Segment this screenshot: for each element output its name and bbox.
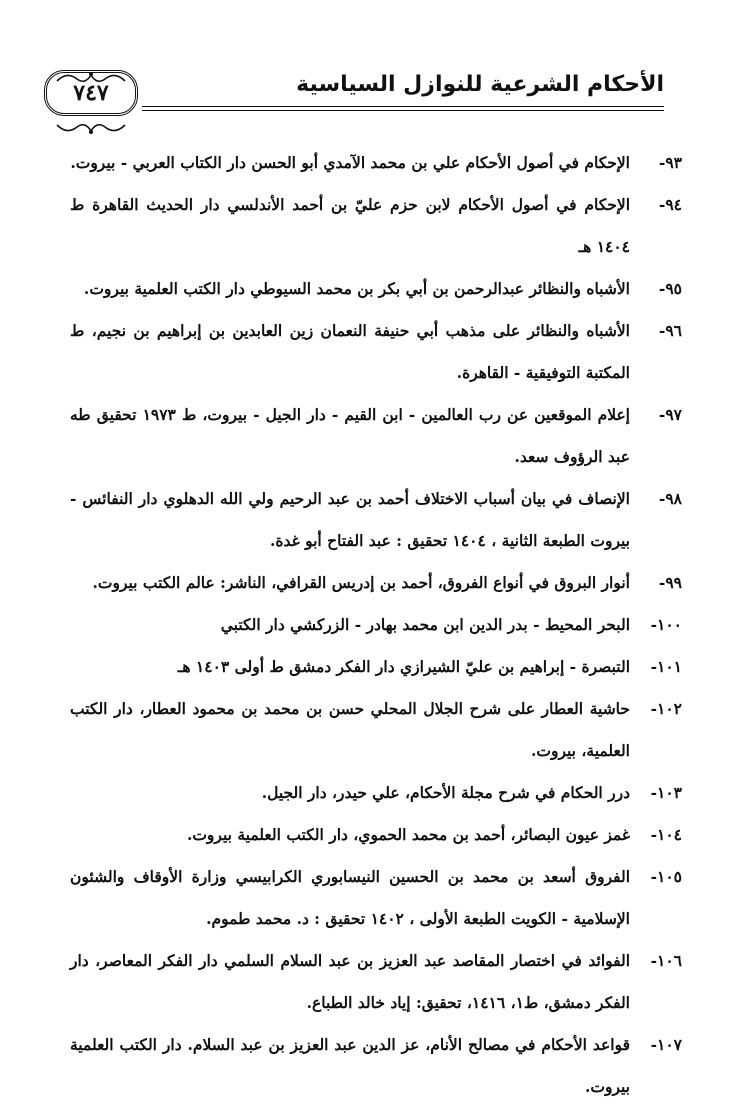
reference-item [70, 646, 682, 688]
reference-number: ٩٣- [658, 153, 682, 172]
reference-text: التبصرة - إبراهيم بن عليّ الشيرازي دار الفكر دمشق ط أولى ١٤٠٣ هـ [177, 657, 630, 676]
reference-text: درر الحكام في شرح مجلة الأحكام، علي حيدر، دار الجيل. [261, 783, 630, 802]
reference-text: حاشية العطار على شرح الجلال المحلي حسن بن محمد بن محمود العطار، دار الكتب العلمية، بيروت. [70, 699, 630, 760]
reference-number: ٩٨- [658, 489, 682, 508]
reference-number: ١٠٤- [650, 825, 682, 844]
reference-text: الإحكام في أصول الأحكام علي بن محمد الآمدي أبو الحسن دار الكتاب العربي - بيروت. [70, 153, 630, 172]
reference-item [70, 394, 682, 478]
reference-text: الإنصاف في بيان أسباب الاختلاف أحمد بن عبد الرحيم ولي الله الدهلوي دار النفائس - بيروت الطبعة الثانية ، ١٤٠٤ تحقيق : عبد الفتاح أبو غدة. [70, 489, 630, 550]
reference-item [70, 142, 682, 184]
reference-text: إعلام الموقعين عن رب العالمين - ابن القيم - دار الجيل - بيروت، ط ١٩٧٣ تحقيق طه عبد الرؤوف سعد. [70, 405, 630, 466]
reference-item [70, 688, 682, 772]
reference-list [70, 142, 682, 1108]
reference-item [70, 268, 682, 310]
page-number: ٧٤٧ [73, 80, 109, 106]
reference-item [70, 310, 682, 394]
reference-text: أنوار البروق في أنواع الفروق، أحمد بن إدريس القرافي، الناشر: عالم الكتب بيروت. [92, 573, 630, 592]
reference-number: ١٠٣- [650, 783, 682, 802]
reference-text: الأشباه والنظائر عبدالرحمن بن أبي بكر بن محمد السيوطي دار الكتب العلمية بيروت. [83, 279, 630, 298]
reference-number: ١٠٢- [650, 699, 682, 718]
reference-item [70, 562, 682, 604]
reference-text: البحر المحيط - بدر الدين ابن محمد بهادر - الزركشي دار الكتبي [220, 615, 630, 634]
reference-text: قواعد الأحكام في مصالح الأنام، عز الدين عبد العزيز بن عبد السلام. دار الكتب العلمية بيروت. [70, 1035, 630, 1096]
reference-number: ١٠٥- [650, 867, 682, 886]
reference-text: الفوائد في اختصار المقاصد عبد العزيز بن عبد السلام السلمي دار الفكر المعاصر، دار الفكر دمشق، ط١، ١٤١٦، تحقيق: إياد خالد الطباع. [70, 951, 630, 1012]
ornament-bottom-icon [55, 121, 127, 137]
reference-number: ١٠٠- [650, 615, 682, 634]
reference-item [70, 856, 682, 940]
reference-text: الفروق أسعد بن محمد بن الحسين النيسابوري الكرابيسي وزارة الأوقاف والشئون الإسلامية - الكويت الطبعة الأولى ، ١٤٠٢ تحقيق : د. محمد طموم. [70, 867, 630, 928]
header-rule-secondary [142, 110, 664, 111]
running-title: الأحكام الشرعية للنوازل السياسية [296, 72, 664, 97]
reference-number: ٩٧- [658, 405, 682, 424]
reference-text: الإحكام في أصول الأحكام لابن حزم عليّ بن أحمد الأندلسي دار الحديث القاهرة ط ١٤٠٤ هـ [70, 195, 630, 256]
reference-item [70, 1024, 682, 1108]
reference-item [70, 772, 682, 814]
reference-number: ٩٩- [658, 573, 682, 592]
page-header [44, 60, 664, 120]
reference-text: غمز عيون البصائر، أحمد بن محمد الحموي، دار الكتب العلمية بيروت. [186, 825, 630, 844]
reference-item [70, 940, 682, 1024]
reference-number: ١٠٧- [650, 1035, 682, 1054]
header-rule [142, 106, 664, 107]
page-number-badge [44, 70, 138, 116]
reference-number: ١٠١- [650, 657, 682, 676]
reference-item [70, 184, 682, 268]
ornament-top-icon [55, 69, 127, 85]
reference-item [70, 478, 682, 562]
reference-number: ٩٦- [658, 321, 682, 340]
reference-number: ٩٥- [658, 279, 682, 298]
reference-item [70, 814, 682, 856]
reference-text: الأشباه والنظائر على مذهب أبي حنيفة النعمان زين العابدين بن إبراهيم بن نجيم، ط المكتبة التوفيقية - القاهرة. [70, 321, 630, 382]
reference-item [70, 604, 682, 646]
reference-number: ٩٤- [658, 195, 682, 214]
reference-number: ١٠٦- [650, 951, 682, 970]
